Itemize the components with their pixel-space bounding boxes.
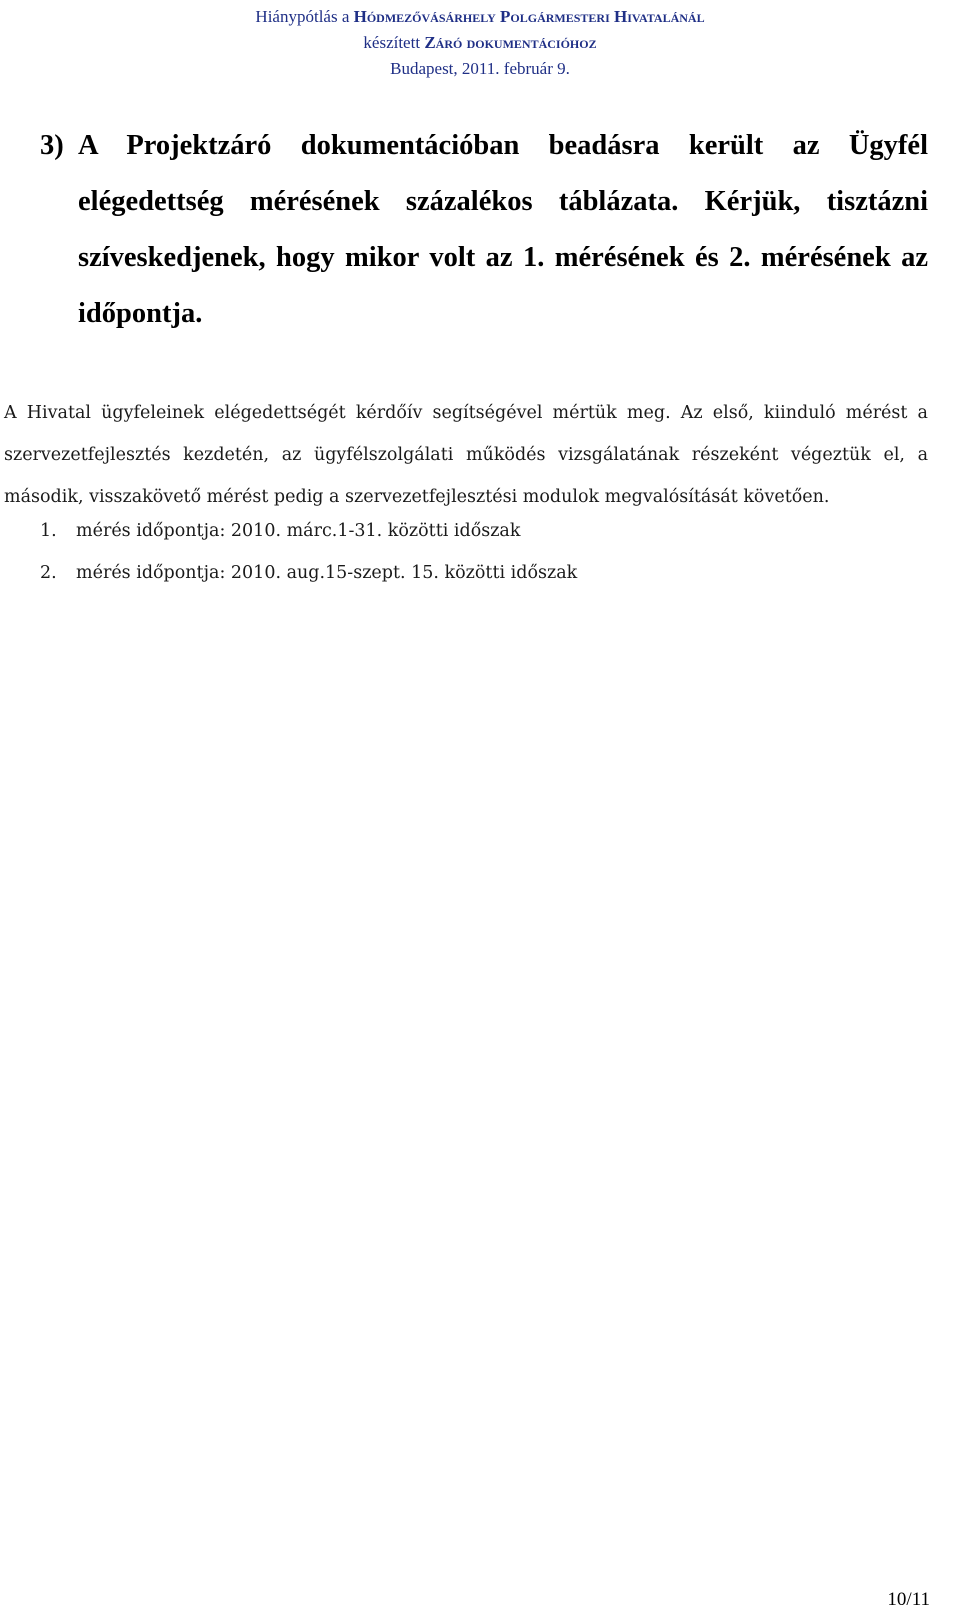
header-line-1: Hiánypótlás a Hódmezővásárhely Polgármesteri Hivatalánál — [255, 7, 705, 26]
header-document-title: Záró dokumentációhoz — [424, 33, 597, 52]
page-number: 10/11 — [887, 1589, 930, 1610]
list-item-text: mérés időpontja: 2010. márc.1-31. közötti időszak — [76, 521, 521, 541]
header-date: Budapest, 2011. február 9. — [390, 59, 570, 78]
page-header — [0, 4, 960, 82]
question-number: 3) — [40, 130, 64, 161]
header-line-2: készített Záró dokumentációhoz — [363, 33, 597, 52]
answer-paragraph: A Hivatal ügyfeleinek elégedettségét kérdőív segítségével mértük meg. Az első, kiinduló mérést a szervezetfejlesztés kezdetén, az ügyfélszolgálati működés vizsgálatának részeként végeztük el, a második, visszakövető mérést pedig a szervezetfejlesztési modulok megvalósítását követően. — [4, 403, 928, 507]
question-block — [40, 118, 928, 342]
header-institution: Hódmezővásárhely Polgármesteri Hivatalánál — [353, 7, 705, 26]
list-item-number: 2. — [40, 563, 57, 583]
list-item — [40, 510, 920, 552]
list-item-text: mérés időpontja: 2010. aug.15-szept. 15. közötti időszak — [76, 563, 578, 583]
list-item — [40, 552, 920, 594]
list-item-number: 1. — [40, 521, 57, 541]
measurement-list — [40, 510, 920, 594]
question-text: A Projektzáró dokumentációban beadásra került az Ügyfél elégedettség mérésének százalékos táblázata. Kérjük, tisztázni szíveskedjenek, hogy mikor volt az 1. mérésének és 2. mérésének az időpontja. — [78, 130, 928, 329]
